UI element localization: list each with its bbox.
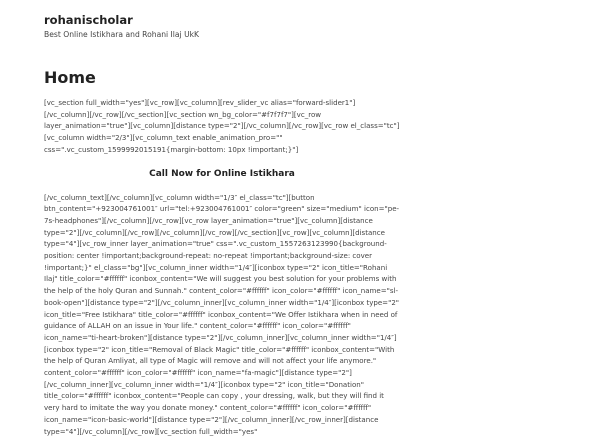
shortcode-text-block: [vc_section full_width="yes"][vc_row][vc_column][rev_slider_vc alias="forward-slider1"][/vc_column][/vc_row][/vc_section][vc_section wn_bg_color="#f7f7f7"][vc_row layer_animation="true"][vc_column][distance type="2"][/vc_column][/vc_row][vc_row el_class="tc"][vc_column width="2/3"][vc_column_text enable_animation_pro="" css=".vc_custom_1599992015191{margin-bottom: 10px !important;}"] xyxy=(44,98,400,154)
page-title: Home xyxy=(44,68,96,87)
site-header xyxy=(44,9,564,40)
site-title-link[interactable]: rohanischolar xyxy=(44,13,133,27)
page-content xyxy=(44,97,400,437)
shortcode-text-block: [/vc_column_text][/vc_column][vc_column width="1/3″ el_class="tc"][button btn_content="+923004761001″ url="tel:+923004761001″ color="green" size="medium" icon="pe-7s-headphones"][/vc_column][/vc_row][vc_row layer_animation="true"][vc_column][distance type="2"][/vc_column][/vc_row][/vc_column][/vc_row][/vc_section][vc_row][vc_column][distance type="4"][vc_row_inner layer_animation="true" css=".vc_custom_1557263123990{background-position: center !important;background-repeat: no-repeat !important;background-size: cover !important;}" el_class="bg"][vc_column_inner width="1/4″][iconbox type="2" icon_title="Rohani Ilaj" title_color="#ffffff" iconbox_content="We will suggest you best solution for your problems with the help of the holy Quran and Sunnah." content_color="#ffffff" icon_color="#ffffff" icon_name="sl-book-open"][distance type="2"][/vc_column_inner][vc_column_inner width="1/4″][iconbox type="2" icon_title="Free Istikhara" title_color="#ffffff" iconbox_content="We Offer Istikhara when in need of guidance of ALLAH on an issue in Your life." content_color="#ffffff" icon_color="#ffffff" icon_name="ti-heart-broken"][distance type="2"][/vc_column_inner][vc_column_inner width="1/4″][iconbox type="2" icon_title="Removal of Black Magic" title_color="#ffffff" iconbox_content="With the help of Quran Amliyat, all type of Magic will remove and will not affect your life anymore." content_color="#ffffff" icon_color="#ffffff" icon_name="fa-magic"][distance type="2"][/vc_column_inner][vc_column_inner width="1/4″][iconbox type="2" icon_title="Donation" title_color="#ffffff" iconbox_content="People can copy , your dressing, walk, but they will find it very hard to imitate the way you donate money." content_color="#ffffff" icon_color="#ffffff" icon_name="icon-basic-world"][distance type="2"][/vc_column_inner][/vc_row_inner][distance type="4"][/vc_column][/vc_row][vc_section full_width="yes" xyxy=(44,192,400,436)
site-tagline: Best Online Istikhara and Rohani Ilaj UkK xyxy=(44,30,200,39)
call-now-heading: Call Now for Online Istikhara xyxy=(149,168,295,179)
page-article xyxy=(44,68,400,437)
